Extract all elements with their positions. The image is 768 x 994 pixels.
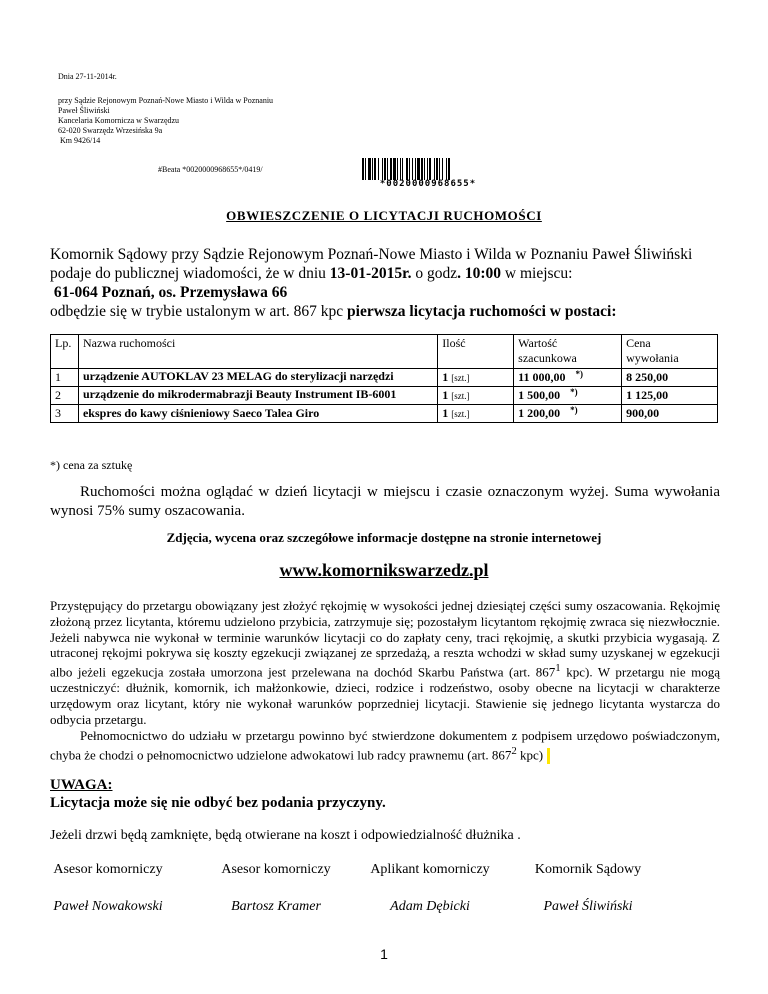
page-number: 1 — [380, 946, 388, 962]
row-name: urządzenie AUTOKLAV 23 MELAG do sterylizacji narzędzi — [78, 369, 437, 387]
address-line: Kancelaria Komornicza w Swarzędzu — [58, 116, 180, 125]
value-amount: 11 000,00 — [518, 370, 566, 384]
signature-name: Bartosz Kramer — [231, 899, 321, 914]
office-address — [58, 96, 273, 146]
photos-info: Zdjęcia, wycena oraz szczegółowe informacje dostępne na stronie internetowej — [166, 530, 602, 545]
doors-notice: Jeżeli drzwi będą zamknięte, będą otwierane na koszt i odpowiedzialność dłużnika . — [50, 828, 521, 843]
signature-name: Adam Dębicki — [390, 899, 470, 914]
header-value — [514, 335, 622, 369]
value-footnote-mark: *) — [570, 387, 578, 397]
document-date: Dnia 27-11-2014r. — [58, 72, 117, 81]
intro-text-part: w miejscu: — [501, 265, 573, 282]
address-line: 62-020 Swarzędz Wrzesińska 9a — [58, 126, 163, 135]
legal-paragraph-1 — [50, 598, 720, 728]
row-price: 1 125,00 — [622, 387, 718, 405]
qty-value: 1 — [442, 370, 449, 384]
legal-text-part: Pełnomocnictwo do udziału w przetargu powinno być stwierdzone dokumentem z podpisem urzędowo poświadczonym, chyba że chodzi o pełnomocnictwo udzielone adwokatowi lub radcy prawnemu (art. 867 — [50, 727, 720, 762]
qty-value: 1 — [442, 388, 449, 402]
legal-text-part: Przystępujący do przetargu obowiązany jest złożyć rękojmię w wysokości jednej dziesiątej części sumy oszacowania. Rękojmię złożoną przez licytanta, któremu udzielono przybicia, zatrzymuje się; pozostałym licytantom rękojmię zwraca się niezwłocznie. Jeżeli nabywca nie wykonał w terminie warunków licytacji co do zapłaty ceny, traci rękojmię, a skutki przybicia wygasają. Z utraconej rękojmi pokrywa się koszty egzekucji związanej ze sprzedażą, a reszta wchodzi w skład sumy uzyskanej w egzekucji albo jeżeli egzekucja została umorzona jest przelewana na dochód Skarbu Państwa (art. 867 — [50, 598, 720, 680]
auction-type: pierwsza licytacja ruchomości w postaci: — [347, 303, 617, 320]
row-lp: 3 — [51, 405, 79, 423]
signature-role: Asesor komorniczy — [53, 862, 163, 877]
header-value-line: szacunkowa — [518, 351, 577, 365]
header-price-line: wywołania — [626, 351, 679, 365]
row-lp: 2 — [51, 387, 79, 405]
qty-value: 1 — [442, 406, 449, 420]
intro-text-part: podaje do publicznej wiadomości, że w dniu — [50, 265, 330, 282]
header-lp: Lp. — [51, 335, 79, 369]
header-name: Nazwa ruchomości — [78, 335, 437, 369]
legal-text — [50, 598, 720, 764]
row-qty — [438, 387, 514, 405]
value-amount: 1 500,00 — [518, 388, 561, 402]
intro-text-part: o godz — [411, 265, 458, 282]
barcode-bars — [362, 158, 494, 180]
row-name: urządzenie do mikrodermabrazji Beauty Instrument IB-6001 — [78, 387, 437, 405]
signature-block — [196, 862, 356, 915]
address-line: Paweł Śliwiński — [58, 106, 110, 115]
address-line: przy Sądzie Rejonowym Poznań-Nowe Miasto i Wilda w Poznaniu — [58, 96, 274, 105]
legal-text-part: kpc) — [516, 746, 544, 762]
barcode-bar — [450, 158, 451, 180]
value-footnote-mark: *) — [570, 405, 578, 415]
row-value — [514, 387, 622, 405]
website-link[interactable]: www.komornikswarzedz.pl — [279, 560, 489, 580]
superscript: 1 — [555, 662, 561, 675]
row-name: ekspres do kawy ciśnieniowy Saeco Talea Giro — [78, 405, 437, 423]
value-footnote-mark: *) — [575, 369, 584, 379]
document-title: OBWIESZCZENIE O LICYTACJI RUCHOMOŚCI — [226, 208, 542, 223]
legal-paragraph-2 — [50, 728, 720, 764]
row-price: 8 250,00 — [622, 369, 718, 387]
table-row — [51, 387, 718, 405]
qty-unit: [szt.] — [451, 409, 470, 419]
value-amount: 1 200,00 — [518, 406, 561, 420]
warning-title: UWAGA: — [50, 777, 113, 793]
legal-text-part: kpc). W przetargu nie mogą uczestniczyć: dłużnik, komornik, ich małżonkowie, dzieci, rodzice i rodzeństwo, osoby obecne na licytacji w charakterze urzędowym oraz licytant, który nie wykonał warunków poprzedniej licytacji. Stawienie się jednego licytanta wystarcza do odbycia przetargu. — [50, 664, 720, 727]
items-table — [50, 334, 718, 423]
case-number: Km 9426/14 — [58, 136, 101, 145]
intro-date-line — [50, 264, 720, 283]
signature-role: Asesor komorniczy — [221, 862, 331, 877]
row-value — [514, 369, 622, 387]
superscript: 2 — [511, 744, 517, 757]
row-qty — [438, 369, 514, 387]
row-qty — [438, 405, 514, 423]
auction-place: 61-064 Poznań, os. Przemysława 66 — [50, 284, 288, 301]
header-value-line: Wartość — [518, 336, 558, 350]
highlight-mark — [547, 748, 550, 764]
header-qty: Ilość — [438, 335, 514, 369]
intro-line: Komornik Sądowy przy Sądzie Rejonowym Poznań-Nowe Miasto i Wilda w Poznaniu Paweł Śliwiński — [50, 246, 693, 263]
signature-block — [28, 862, 188, 915]
footnote: *) cena za sztukę — [50, 458, 133, 472]
auction-date: 13-01-2015r. — [329, 265, 412, 282]
intro-text-part: odbędzie się w trybie ustalonym w art. 867 kpc — [50, 303, 348, 320]
table-row — [51, 369, 718, 387]
barcode-text: *0020000968655* — [379, 179, 477, 189]
signature-block — [350, 862, 510, 915]
qty-unit: [szt.] — [451, 391, 470, 401]
intro-mode-line — [50, 302, 720, 321]
header-price-line: Cena — [626, 336, 651, 350]
barcode — [362, 158, 494, 188]
table-row — [51, 405, 718, 423]
row-lp: 1 — [51, 369, 79, 387]
viewing-paragraph: Ruchomości można oglądać w dzień licytacji w miejscu i czasie oznaczonym wyżej. Suma wywołania wynosi 75% sumy oszacowania. — [50, 484, 720, 519]
warning-block — [50, 776, 386, 812]
intro-text — [50, 245, 720, 321]
signature-name: Paweł Nowakowski — [53, 899, 163, 914]
signature-block — [508, 862, 668, 915]
auction-time: . 10:00 — [457, 265, 502, 282]
qty-unit: [szt.] — [451, 373, 470, 383]
reference-code: #Beata *0020000968655*/0419/ — [158, 165, 263, 174]
signature-role: Komornik Sądowy — [534, 862, 642, 877]
signature-name: Paweł Śliwiński — [543, 899, 633, 914]
warning-text: Licytacja może się nie odbyć bez podania przyczyny. — [50, 795, 386, 811]
row-value — [514, 405, 622, 423]
header-price — [622, 335, 718, 369]
signature-role: Aplikant komorniczy — [370, 862, 490, 877]
row-price: 900,00 — [622, 405, 718, 423]
table-header-row — [51, 335, 718, 369]
